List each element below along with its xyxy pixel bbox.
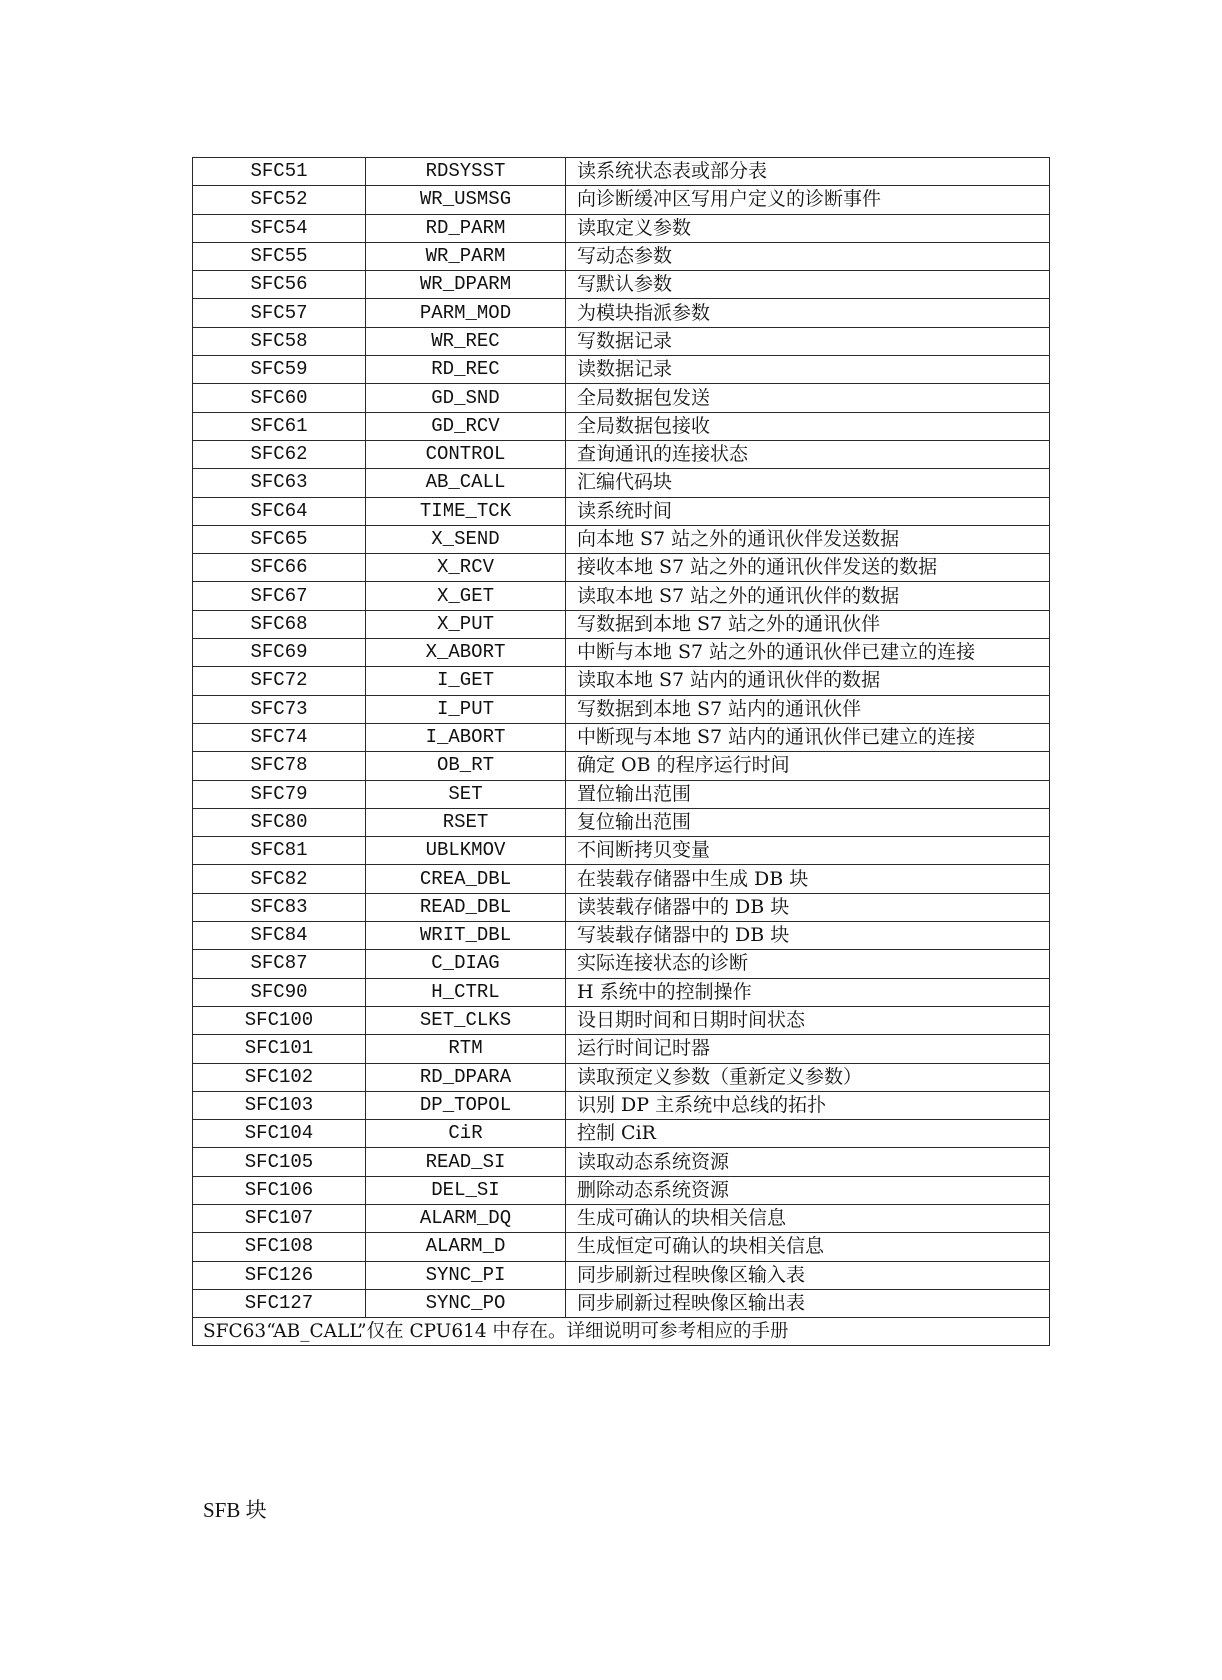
sfc-description-cell: 运行时间记时器 (566, 1035, 1050, 1063)
sfc-description-cell: 生成可确认的块相关信息 (566, 1204, 1050, 1232)
table-row (193, 667, 1050, 695)
sfc-description-cell: 同步刷新过程映像区输入表 (566, 1261, 1050, 1289)
sfc-name-cell: H_CTRL (366, 978, 566, 1006)
sfc-description-cell: H 系统中的控制操作 (566, 978, 1050, 1006)
sfc-number-cell: SFC107 (193, 1204, 366, 1232)
sfc-number-cell: SFC52 (193, 186, 366, 214)
sfc-description-cell: 读数据记录 (566, 356, 1050, 384)
sfc-description-cell: 不间断拷贝变量 (566, 837, 1050, 865)
sfc-name-cell: UBLKMOV (366, 837, 566, 865)
sfc-name-cell: GD_RCV (366, 412, 566, 440)
table-row (193, 384, 1050, 412)
table-note-row (193, 1318, 1050, 1346)
sfc-number-cell: SFC103 (193, 1091, 366, 1119)
sfc-table (192, 157, 1050, 1346)
sfc-name-cell: X_SEND (366, 525, 566, 553)
sfc-description-cell: 全局数据包接收 (566, 412, 1050, 440)
sfc-name-cell: OB_RT (366, 752, 566, 780)
sfc-name-cell: ALARM_DQ (366, 1204, 566, 1232)
sfc-description-cell: 实际连接状态的诊断 (566, 950, 1050, 978)
sfc-name-cell: WR_REC (366, 327, 566, 355)
table-row (193, 1289, 1050, 1317)
sfc-number-cell: SFC56 (193, 271, 366, 299)
sfc-description-cell: 读取本地 S7 站内的通讯伙伴的数据 (566, 667, 1050, 695)
sfc-description-cell: 全局数据包发送 (566, 384, 1050, 412)
sfc-description-cell: 中断现与本地 S7 站内的通讯伙伴已建立的连接 (566, 723, 1050, 751)
sfc-number-cell: SFC83 (193, 893, 366, 921)
sfc-name-cell: SYNC_PO (366, 1289, 566, 1317)
sfc-name-cell: CREA_DBL (366, 865, 566, 893)
table-row (193, 1176, 1050, 1204)
sfc-number-cell: SFC100 (193, 1006, 366, 1034)
sfc-number-cell: SFC54 (193, 214, 366, 242)
table-note: SFC63“AB_CALL”仅在 CPU614 中存在。详细说明可参考相应的手册 (193, 1318, 1050, 1346)
sfc-description-cell: 读系统时间 (566, 497, 1050, 525)
sfc-description-cell: 控制 CiR (566, 1120, 1050, 1148)
table-row (193, 1091, 1050, 1119)
sfc-number-cell: SFC108 (193, 1233, 366, 1261)
table-row (193, 808, 1050, 836)
sfc-name-cell: WR_PARM (366, 242, 566, 270)
table-row (193, 186, 1050, 214)
sfc-name-cell: I_ABORT (366, 723, 566, 751)
table-row (193, 271, 1050, 299)
sfc-number-cell: SFC90 (193, 978, 366, 1006)
sfc-description-cell: 中断与本地 S7 站之外的通讯伙伴已建立的连接 (566, 639, 1050, 667)
sfc-number-cell: SFC84 (193, 922, 366, 950)
table-row (193, 1006, 1050, 1034)
sfc-description-cell: 复位输出范围 (566, 808, 1050, 836)
table-row (193, 214, 1050, 242)
sfc-name-cell: TIME_TCK (366, 497, 566, 525)
sfc-description-cell: 同步刷新过程映像区输出表 (566, 1289, 1050, 1317)
sfc-name-cell: RD_REC (366, 356, 566, 384)
sfc-name-cell: ALARM_D (366, 1233, 566, 1261)
sfc-name-cell: RSET (366, 808, 566, 836)
table-row (193, 525, 1050, 553)
sfc-number-cell: SFC87 (193, 950, 366, 978)
sfc-name-cell: RDSYSST (366, 158, 566, 186)
sfc-name-cell: CONTROL (366, 440, 566, 468)
sfc-number-cell: SFC59 (193, 356, 366, 384)
sfc-name-cell: READ_DBL (366, 893, 566, 921)
sfc-description-cell: 置位输出范围 (566, 780, 1050, 808)
sfc-number-cell: SFC102 (193, 1063, 366, 1091)
sfc-number-cell: SFC60 (193, 384, 366, 412)
table-row (193, 497, 1050, 525)
table-row (193, 1233, 1050, 1261)
sfc-name-cell: WR_DPARM (366, 271, 566, 299)
sfc-description-cell: 接收本地 S7 站之外的通讯伙伴发送的数据 (566, 554, 1050, 582)
sfc-number-cell: SFC106 (193, 1176, 366, 1204)
table-row (193, 582, 1050, 610)
sfc-name-cell: RD_DPARA (366, 1063, 566, 1091)
sfc-number-cell: SFC66 (193, 554, 366, 582)
sfc-name-cell: I_PUT (366, 695, 566, 723)
sfc-description-cell: 生成恒定可确认的块相关信息 (566, 1233, 1050, 1261)
sfc-name-cell: I_GET (366, 667, 566, 695)
table-row (193, 610, 1050, 638)
sfc-description-cell: 在装载存储器中生成 DB 块 (566, 865, 1050, 893)
sfc-description-cell: 写数据到本地 S7 站内的通讯伙伴 (566, 695, 1050, 723)
sfc-number-cell: SFC105 (193, 1148, 366, 1176)
sfc-number-cell: SFC67 (193, 582, 366, 610)
sfc-description-cell: 删除动态系统资源 (566, 1176, 1050, 1204)
sfc-number-cell: SFC73 (193, 695, 366, 723)
sfc-number-cell: SFC57 (193, 299, 366, 327)
table-row (193, 412, 1050, 440)
sfc-name-cell: X_RCV (366, 554, 566, 582)
table-row (193, 639, 1050, 667)
sfc-number-cell: SFC101 (193, 1035, 366, 1063)
sfc-number-cell: SFC62 (193, 440, 366, 468)
table-row (193, 469, 1050, 497)
sfc-table-body (193, 158, 1050, 1346)
sfc-name-cell: SYNC_PI (366, 1261, 566, 1289)
table-row (193, 440, 1050, 468)
sfc-name-cell: CiR (366, 1120, 566, 1148)
sfc-number-cell: SFC80 (193, 808, 366, 836)
sfc-name-cell: DEL_SI (366, 1176, 566, 1204)
sfc-description-cell: 写动态参数 (566, 242, 1050, 270)
sfc-number-cell: SFC126 (193, 1261, 366, 1289)
table-row (193, 356, 1050, 384)
sfc-description-cell: 写默认参数 (566, 271, 1050, 299)
table-row (193, 865, 1050, 893)
sfc-name-cell: GD_SND (366, 384, 566, 412)
sfc-name-cell: RTM (366, 1035, 566, 1063)
table-row (193, 1035, 1050, 1063)
table-row (193, 299, 1050, 327)
sfc-number-cell: SFC74 (193, 723, 366, 751)
sfc-number-cell: SFC68 (193, 610, 366, 638)
sfc-description-cell: 确定 OB 的程序运行时间 (566, 752, 1050, 780)
sfc-name-cell: X_ABORT (366, 639, 566, 667)
sfc-name-cell: X_GET (366, 582, 566, 610)
sfc-description-cell: 读取预定义参数（重新定义参数） (566, 1063, 1050, 1091)
sfc-name-cell: C_DIAG (366, 950, 566, 978)
sfc-description-cell: 读系统状态表或部分表 (566, 158, 1050, 186)
sfc-name-cell: WR_USMSG (366, 186, 566, 214)
sfc-description-cell: 识别 DP 主系统中总线的拓扑 (566, 1091, 1050, 1119)
sfc-name-cell: SET (366, 780, 566, 808)
sfc-description-cell: 为模块指派参数 (566, 299, 1050, 327)
sfc-number-cell: SFC69 (193, 639, 366, 667)
sfc-description-cell: 向本地 S7 站之外的通讯伙伴发送数据 (566, 525, 1050, 553)
sfc-number-cell: SFC72 (193, 667, 366, 695)
sfc-number-cell: SFC51 (193, 158, 366, 186)
sfc-description-cell: 读取本地 S7 站之外的通讯伙伴的数据 (566, 582, 1050, 610)
sfc-number-cell: SFC79 (193, 780, 366, 808)
sfc-description-cell: 向诊断缓冲区写用户定义的诊断事件 (566, 186, 1050, 214)
sfc-number-cell: SFC81 (193, 837, 366, 865)
sfc-number-cell: SFC78 (193, 752, 366, 780)
sfc-number-cell: SFC64 (193, 497, 366, 525)
table-row (193, 695, 1050, 723)
sfc-description-cell: 读装载存储器中的 DB 块 (566, 893, 1050, 921)
sfc-number-cell: SFC55 (193, 242, 366, 270)
table-row (193, 1120, 1050, 1148)
table-row (193, 1063, 1050, 1091)
table-row (193, 922, 1050, 950)
sfc-name-cell: WRIT_DBL (366, 922, 566, 950)
sfc-description-cell: 读取动态系统资源 (566, 1148, 1050, 1176)
table-row (193, 327, 1050, 355)
sfc-number-cell: SFC104 (193, 1120, 366, 1148)
table-row (193, 1148, 1050, 1176)
sfc-name-cell: RD_PARM (366, 214, 566, 242)
sfc-number-cell: SFC127 (193, 1289, 366, 1317)
table-row (193, 1261, 1050, 1289)
sfc-number-cell: SFC63 (193, 469, 366, 497)
table-row (193, 978, 1050, 1006)
table-row (193, 158, 1050, 186)
sfc-name-cell: READ_SI (366, 1148, 566, 1176)
sfc-name-cell: PARM_MOD (366, 299, 566, 327)
sfc-number-cell: SFC58 (193, 327, 366, 355)
table-row (193, 242, 1050, 270)
table-row (193, 1204, 1050, 1232)
table-row (193, 723, 1050, 751)
sfc-number-cell: SFC82 (193, 865, 366, 893)
sfc-description-cell: 写数据到本地 S7 站之外的通讯伙伴 (566, 610, 1050, 638)
sfc-name-cell: X_PUT (366, 610, 566, 638)
sfc-description-cell: 写数据记录 (566, 327, 1050, 355)
table-row (193, 554, 1050, 582)
sfc-name-cell: AB_CALL (366, 469, 566, 497)
table-row (193, 950, 1050, 978)
sfc-description-cell: 读取定义参数 (566, 214, 1050, 242)
sfc-name-cell: SET_CLKS (366, 1006, 566, 1034)
table-row (193, 837, 1050, 865)
table-row (193, 752, 1050, 780)
table-row (193, 780, 1050, 808)
table-row (193, 893, 1050, 921)
sfc-number-cell: SFC61 (193, 412, 366, 440)
sfc-description-cell: 设日期时间和日期时间状态 (566, 1006, 1050, 1034)
sfc-number-cell: SFC65 (193, 525, 366, 553)
sfc-description-cell: 查询通讯的连接状态 (566, 440, 1050, 468)
sfc-description-cell: 汇编代码块 (566, 469, 1050, 497)
section-heading: SFB 块 (203, 1498, 267, 1522)
sfc-name-cell: DP_TOPOL (366, 1091, 566, 1119)
sfc-description-cell: 写装载存储器中的 DB 块 (566, 922, 1050, 950)
